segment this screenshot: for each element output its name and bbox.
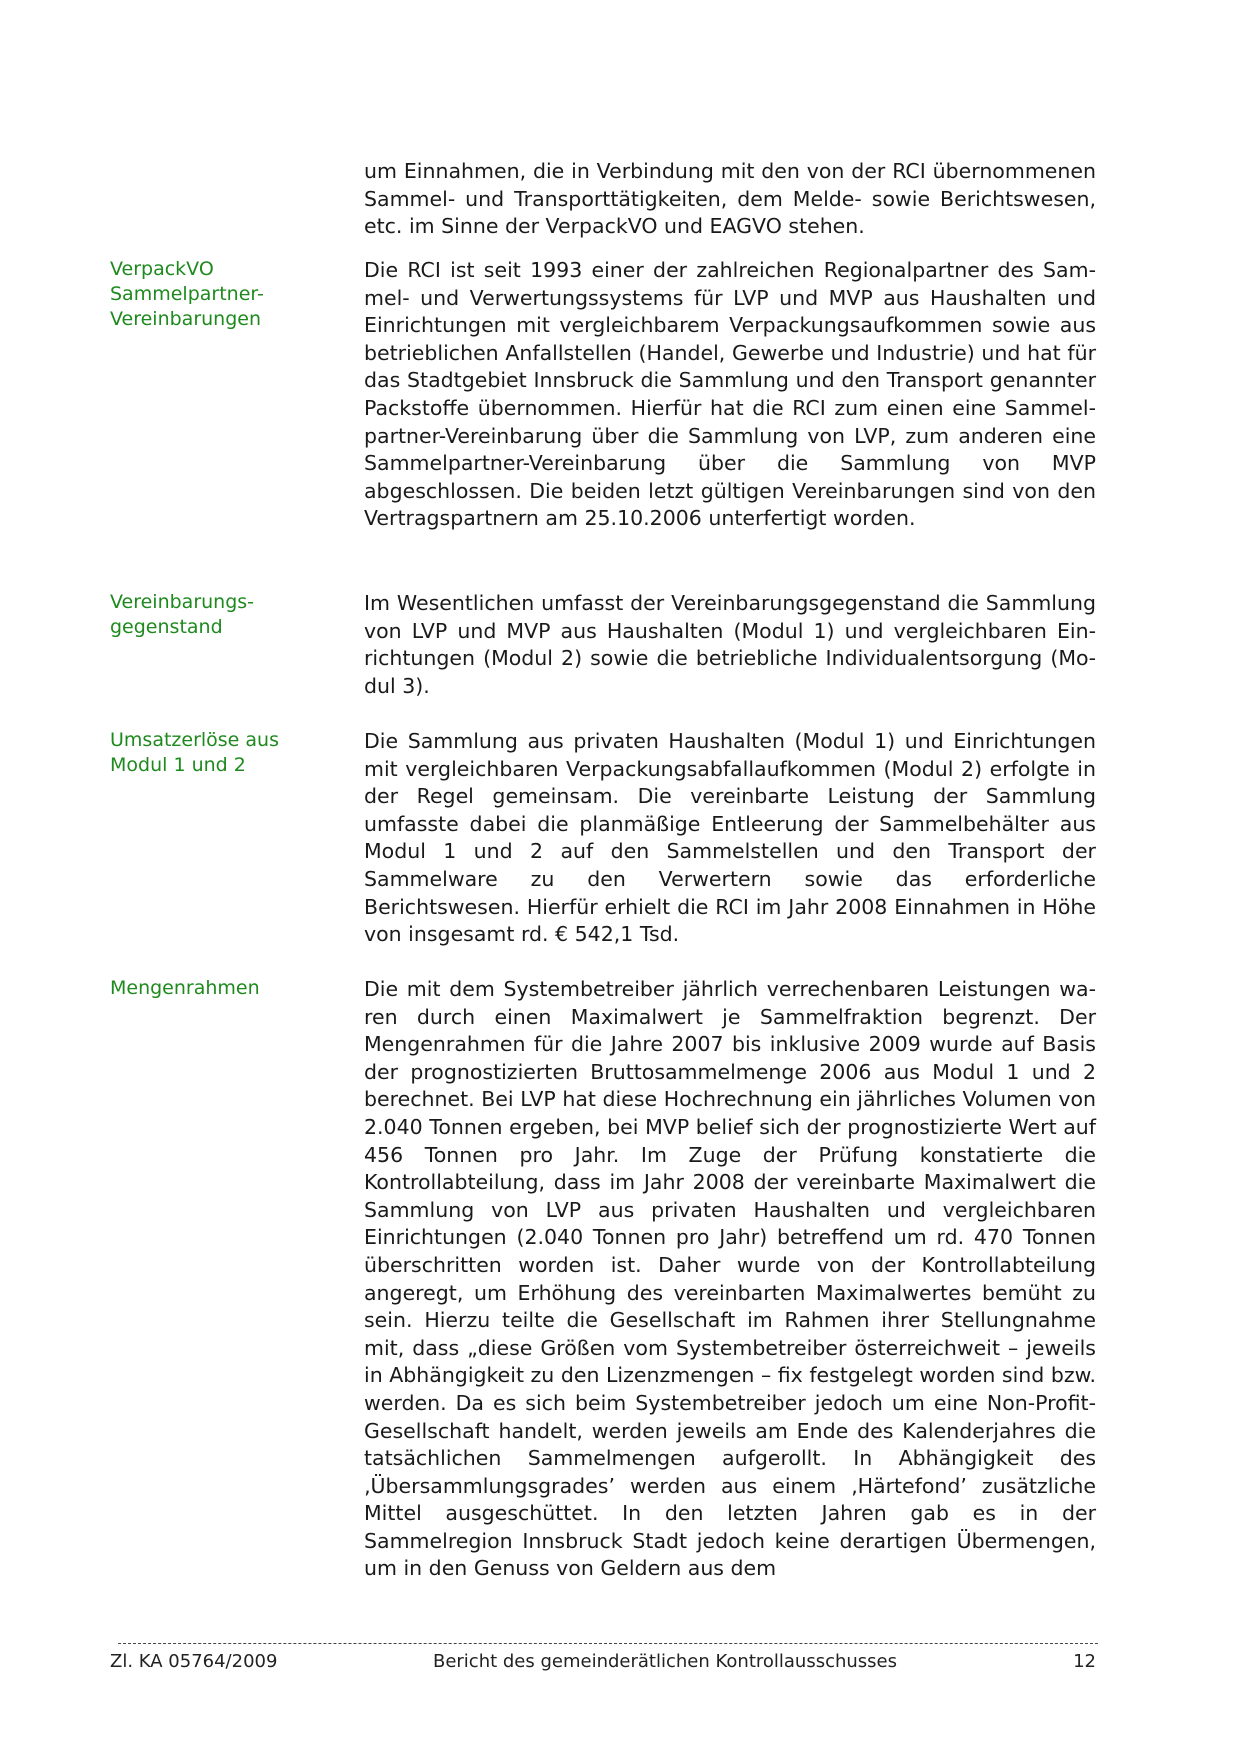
footer-reference: Zl. KA 05764/2009 xyxy=(110,1651,278,1672)
margin-note: Vereinbarungs- gegenstand xyxy=(110,591,255,638)
footer-title: Bericht des gemeinderätlichen Kontrollausschusses xyxy=(432,1651,898,1672)
paragraph-text: Die mit dem Systembetreiber jährlich verrechenbaren Leistungen waren durch einen Maximalwert je Sammelfraktion begrenzt. Der Mengenrahmen für die Jahre 2007 bis inklusive 2009 wurde auf Basis der prognostizierten Bruttosammelmenge 2006 aus Modul 1 und 2 berechnet. Bei LVP hat diese Hochrechnung ein jährliches Volumen von 2.040 Tonnen ergeben, bei MVP belief sich der prognostizierte Wert auf 456 Tonnen pro Jahr. Im Zuge der Prüfung konstatierte die Kontrollabteilung, dass im Jahr 2008 der vereinbarte Maximalwert die Sammlung von LVP aus privaten Haushalten und vergleichbaren Einrichtungen (2.040 Tonnen pro Jahr) betreffend um rd. 470 Tonnen überschritten worden ist. Daher wurde von der Kontrollabteilung angeregt, um Erhöhung des vereinbarten Maximalwertes bemüht zu sein. Hierzu teilte die Gesellschaft im Rahmen ihrer Stellungnahme mit, dass „diese Größen vom Systembetreiber österreichweit – jeweils in Abhängigkeit zu den Lizenzmengen – fix festgelegt worden sind bzw. werden. Da es sich beim Systembetreiber jedoch um eine Non-Profit-Gesellschaft handelt, werden jeweils am Ende des Kalenderjahres die tatsächlichen Sammelmengen aufgerollt. In Abhängigkeit des ‚Übersammlungsgrades’ werden aus einem ‚Härtefond’ zusätzliche Mittel ausgeschüttet. In den letzten Jahren gab es in der Sammelregion Innsbruck Stadt jedoch keine derartigen Übermengen, um in den Genuss von Geldern aus dem xyxy=(364,977,1096,1581)
margin-note: Umsatzerlöse aus Modul 1 und 2 xyxy=(110,729,279,776)
paragraph-text: Die RCI ist seit 1993 einer der zahlreichen Regionalpartner des Sammel- und Verwertungssystems für LVP und MVP aus Haushalten und Einrichtungen mit vergleichbarem Verpackungsaufkommen sowie aus betrieblichen Anfallstellen (Handel, Gewerbe und Industrie) und hat für das Stadtgebiet Innsbruck die Sammlung und den Transport genannter Packstoffe übernommen. Hierfür hat die RCI zum einen eine Sammelpartner-Vereinbarung über die Sammlung von LVP, zum anderen eine Sammelpartner-Vereinbarung über die Sammlung von MVP abgeschlossen. Die beiden letzt gültigen Vereinbarungen sind von den Vertragspartnern am 25.10.2006 unterfertigt worden. xyxy=(364,258,1096,531)
paragraph-text: Die Sammlung aus privaten Haushalten (Modul 1) und Einrichtungen mit vergleichbaren Verpackungsabfallaufkommen (Modul 2) erfolgte in der Regel gemeinsam. Die vereinbarte Leistung der Sammlung umfasste dabei die planmäßige Entleerung der Sammelbehälter aus Modul 1 und 2 auf den Sammelstellen und den Transport der Sammelware zu den Verwertern sowie das erforderliche Berichtswesen. Hierfür erhielt die RCI im Jahr 2008 Einnahmen in Höhe von insgesamt rd. € 542,1 Tsd. xyxy=(364,729,1096,947)
margin-note: Mengenrahmen xyxy=(110,977,260,999)
paragraph-text: um Einnahmen, die in Verbindung mit den von der RCI übernommenen Sammel- und Transporttätigkeiten, dem Melde- sowie Berichtswesen, etc. im Sinne der VerpackVO und EAGVO stehen. xyxy=(364,159,1096,239)
footer-divider xyxy=(118,1643,1098,1644)
page-number: 12 xyxy=(1073,1651,1096,1672)
margin-note: VerpackVO Sammelpartner- Vereinbarungen xyxy=(110,258,264,330)
paragraph-text: Im Wesentlichen umfasst der Vereinbarungsgegenstand die Sammlung von LVP und MVP aus Haushalten (Modul 1) und vergleichbaren Einrichtungen (Modul 2) sowie die betriebliche Individualentsorgung (Modul 3). xyxy=(364,591,1096,698)
